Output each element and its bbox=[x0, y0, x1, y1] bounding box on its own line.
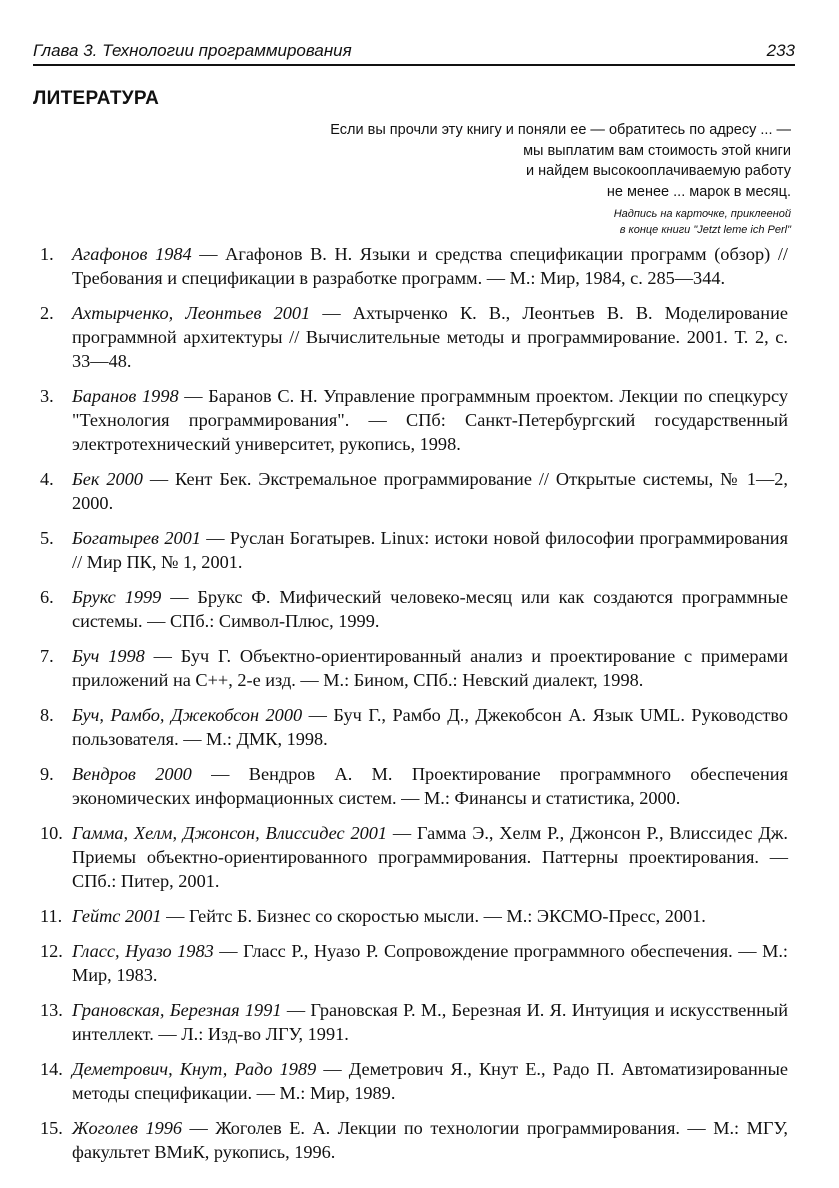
reference-number: 2. bbox=[40, 303, 54, 323]
epigraph-source-line: в конце книги "Jetzt leme ich Perl" bbox=[619, 224, 791, 236]
reference-number: 9. bbox=[40, 764, 54, 784]
reference-text: — Буч Г. Объектно-ориентированный анализ и проектирование с примерами приложений на С++, 2-е изд. — М.: Бином, СПб.: Невский диалект, 1998. bbox=[72, 646, 788, 690]
epigraph-line: и найдем высокооплачиваемую работу bbox=[526, 163, 791, 179]
reference-text: — Грановская Р. М., Березная И. Я. Интуиция и искусственный интеллект. — Л.: Изд-во ЛГУ, 1991. bbox=[72, 1000, 789, 1044]
reference-text: — Деметрович Я., Кнут Е., Радо П. Автоматизированные методы спецификации. — М.: Мир, 1989. bbox=[72, 1059, 788, 1103]
reference-text: — Ахтырченко К. В., Леонтьев В. В. Моделирование программной архитектуры // Вычислительные методы и программирование. 2001. Т. 2, с. 33—48. bbox=[72, 303, 788, 371]
reference-item bbox=[40, 939, 788, 987]
section-title: ЛИТЕРАТУРА bbox=[33, 88, 160, 109]
reference-item bbox=[40, 384, 788, 456]
reference-number: 10. bbox=[40, 823, 63, 843]
reference-item bbox=[40, 904, 788, 928]
reference-item bbox=[40, 703, 788, 751]
reference-number: 12. bbox=[40, 941, 63, 961]
reference-text: — Гласс Р., Нуазо Р. Сопровождение программного обеспечения. — М.: Мир, 1983. bbox=[72, 941, 788, 985]
reference-item bbox=[40, 242, 788, 290]
reference-number: 8. bbox=[40, 705, 54, 725]
reference-text: — Буч Г., Рамбо Д., Джекобсон А. Язык UML. Руководство пользователя. — М.: ДМК, 1998. bbox=[72, 705, 789, 749]
reference-number: 7. bbox=[40, 646, 54, 666]
reference-key: Деметрович, Кнут, Радо 1989 bbox=[72, 1059, 317, 1079]
reference-key: Бек 2000 bbox=[72, 469, 143, 489]
reference-number: 5. bbox=[40, 528, 54, 548]
reference-key: Вендров 2000 bbox=[72, 764, 192, 784]
reference-key: Жоголев 1996 bbox=[72, 1118, 183, 1138]
reference-number: 3. bbox=[40, 386, 54, 406]
reference-key: Агафонов 1984 bbox=[72, 244, 192, 264]
reference-text: — Агафонов В. Н. Языки и средства спецификации программ (обзор) // Требования и спецификации в разработке программ. — М.: Мир, 1984, с. 285—344. bbox=[72, 244, 788, 288]
reference-text: — Вендров А. М. Проектирование программного обеспечения экономических информационных систем. — М.: Финансы и статистика, 2000. bbox=[72, 764, 788, 808]
reference-item bbox=[40, 585, 788, 633]
page-number: 233 bbox=[766, 41, 795, 60]
reference-key: Брукс 1999 bbox=[72, 587, 162, 607]
epigraph bbox=[231, 120, 791, 238]
reference-item bbox=[40, 301, 788, 373]
epigraph-source bbox=[231, 206, 791, 238]
reference-key: Грановская, Березная 1991 bbox=[72, 1000, 282, 1020]
reference-text: — Гейтс Б. Бизнес со скоростью мысли. — М.: ЭКСМО-Пресс, 2001. bbox=[161, 906, 706, 926]
reference-text: — Кент Бек. Экстремальное программирование // Открытые системы, № 1—2, 2000. bbox=[72, 469, 788, 513]
reference-item bbox=[40, 1116, 788, 1164]
epigraph-line: Если вы прочли эту книгу и поняли ее — обратитесь по адресу ... — bbox=[330, 122, 791, 138]
reference-text: — Гамма Э., Хелм Р., Джонсон Р., Влиссидес Дж. Приемы объектно-ориентированного программирования. Паттерны проектирования. — СПб.: Питер, 2001. bbox=[72, 823, 788, 891]
reference-item bbox=[40, 762, 788, 810]
reference-key: Богатырев 2001 bbox=[72, 528, 201, 548]
epigraph-source-line: Надпись на карточке, приклееной bbox=[613, 208, 791, 220]
epigraph-line: не менее ... марок в месяц. bbox=[606, 183, 791, 200]
reference-number: 6. bbox=[40, 587, 54, 607]
reference-number: 15. bbox=[40, 1118, 63, 1138]
reference-list bbox=[40, 242, 788, 1175]
reference-item bbox=[40, 644, 788, 692]
reference-text: — Баранов С. Н. Управление программным проектом. Лекции по спецкурсу "Технология программирования". — СПб: Санкт-Петербургский государственный электротехнический университет, рукопись, 1998. bbox=[72, 386, 788, 454]
reference-key: Буч 1998 bbox=[72, 646, 145, 666]
reference-key: Баранов 1998 bbox=[72, 386, 179, 406]
reference-item bbox=[40, 526, 788, 574]
reference-number: 4. bbox=[40, 469, 54, 489]
reference-number: 14. bbox=[40, 1059, 63, 1079]
reference-item bbox=[40, 1057, 788, 1105]
reference-key: Гейтс 2001 bbox=[72, 906, 162, 926]
reference-key: Гамма, Хелм, Джонсон, Влиссидес 2001 bbox=[72, 823, 388, 843]
reference-text: — Руслан Богатырев. Linux: истоки новой философии программирования // Мир ПК, № 1, 2001. bbox=[72, 528, 788, 572]
running-header bbox=[33, 38, 795, 66]
reference-number: 13. bbox=[40, 1000, 63, 1020]
reference-text: — Жоголев Е. А. Лекции по технологии программирования. — М.: МГУ, факультет ВМиК, рукопись, 1996. bbox=[72, 1118, 788, 1162]
reference-key: Буч, Рамбо, Джекобсон 2000 bbox=[72, 705, 303, 725]
reference-item bbox=[40, 467, 788, 515]
reference-number: 1. bbox=[40, 244, 54, 264]
reference-item bbox=[40, 821, 788, 893]
chapter-title: Глава 3. Технологии программирования bbox=[33, 41, 352, 60]
reference-number: 11. bbox=[40, 906, 63, 926]
reference-key: Ахтырченко, Леонтьев 2001 bbox=[72, 303, 311, 323]
reference-key: Гласс, Нуазо 1983 bbox=[72, 941, 214, 961]
epigraph-line: мы выплатим вам стоимость этой книги bbox=[523, 142, 791, 159]
reference-item bbox=[40, 998, 788, 1046]
reference-text: — Брукс Ф. Мифический человеко-месяц или как создаются программные системы. — СПб.: Символ-Плюс, 1999. bbox=[72, 587, 788, 631]
